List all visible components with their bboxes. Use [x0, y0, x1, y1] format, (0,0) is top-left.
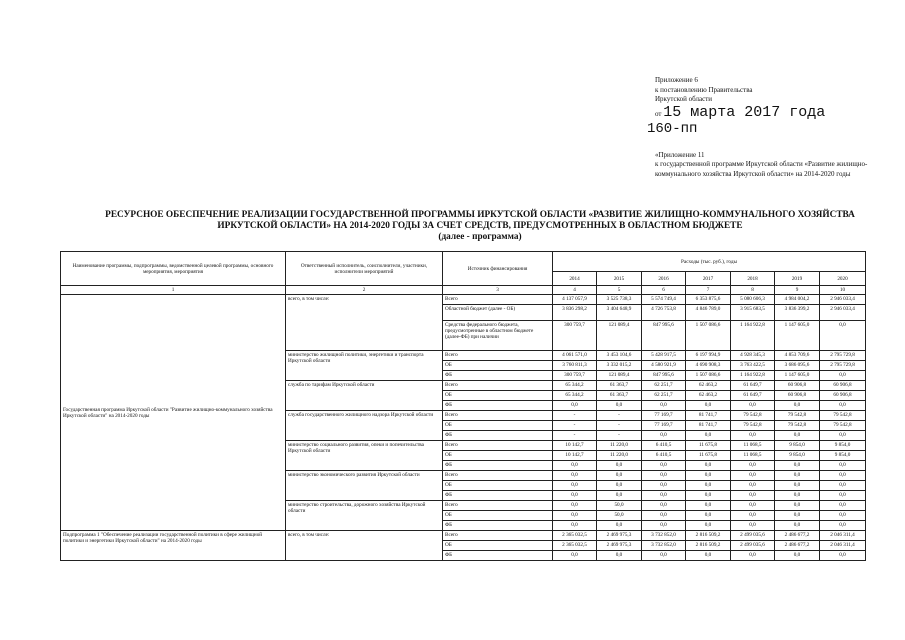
value-cell: 5 574 749,4 — [642, 295, 686, 305]
value-cell: - — [553, 411, 597, 421]
value-cell: 2 499 035,6 — [731, 541, 775, 551]
value-cell: 0,0 — [553, 401, 597, 411]
appendix-block — [647, 76, 895, 179]
value-cell: 2 946 033,4 — [820, 305, 866, 321]
value-cell: 3 732 852,0 — [642, 541, 686, 551]
value-cell: 79 542,8 — [731, 411, 775, 421]
value-cell: 0,0 — [642, 431, 686, 441]
value-cell: 4 580 921,9 — [642, 361, 686, 371]
value-cell: 0,0 — [553, 461, 597, 471]
title-line: РЕСУРСНОЕ ОБЕСПЕЧЕНИЕ РЕАЛИЗАЦИИ ГОСУДАРСТВЕННОЙ ПРОГРАММЫ ИРКУТСКОЙ ОБЛАСТИ «РАЗВИТИЕ ЖИЛИЩНО-КОММУНАЛЬНОГО ХОЗЯЙСТВА — [105, 210, 855, 220]
value-cell: 1 507 086,6 — [686, 371, 731, 381]
value-cell: 847 995,6 — [642, 321, 686, 351]
value-cell: 2 795 729,8 — [820, 351, 866, 361]
value-cell: - — [597, 411, 642, 421]
value-cell: 3 404 648,9 — [597, 305, 642, 321]
value-cell: 62 251,7 — [642, 381, 686, 391]
value-cell: 0,0 — [731, 551, 775, 561]
value-cell: 2 816 509,2 — [686, 531, 731, 541]
year-header: 2017 — [686, 272, 731, 286]
value-cell: 0,0 — [686, 491, 731, 501]
source-cell: Всего — [443, 441, 553, 451]
value-cell: 0,0 — [775, 521, 820, 531]
header-executor: Ответственный исполнитель, соисполнители, участники, исполнители мероприятий — [286, 252, 443, 286]
value-cell: 0,0 — [553, 471, 597, 481]
executor-cell: служба по тарифам Иркутской области — [286, 381, 443, 411]
value-cell: 5 080 606,3 — [731, 295, 775, 305]
value-cell: 0,0 — [553, 551, 597, 561]
value-cell: 11 220,0 — [597, 441, 642, 451]
value-cell: 9 854,0 — [820, 451, 866, 461]
executor-cell: министерство строительства, дорожного хозяйства Иркутской области — [286, 501, 443, 531]
value-cell: 65 344,2 — [553, 381, 597, 391]
column-number: 2 — [286, 286, 443, 295]
value-cell: 2 795 729,8 — [820, 361, 866, 371]
source-cell: Всего — [443, 351, 553, 361]
source-cell: ОБ — [443, 541, 553, 551]
value-cell: 79 542,8 — [731, 421, 775, 431]
value-cell: 0,0 — [686, 521, 731, 531]
value-cell: 3 686 095,6 — [775, 361, 820, 371]
value-cell: 6 410,5 — [642, 451, 686, 461]
header-source: Источник финансирования — [443, 252, 553, 286]
value-cell: 0,0 — [775, 551, 820, 561]
value-cell: 79 542,8 — [775, 421, 820, 431]
value-cell: 2 046 311,4 — [820, 531, 866, 541]
value-cell: 0,0 — [597, 471, 642, 481]
value-cell: 0,0 — [820, 511, 866, 521]
value-cell: 0,0 — [686, 471, 731, 481]
source-cell: ОБ — [443, 511, 553, 521]
column-number: 5 — [597, 286, 642, 295]
source-cell: Всего — [443, 501, 553, 511]
value-cell: 2 469 975,3 — [597, 531, 642, 541]
source-cell: ФБ — [443, 551, 553, 561]
value-cell: 0,0 — [820, 471, 866, 481]
value-cell: 60 906,8 — [820, 381, 866, 391]
value-cell: 0,0 — [775, 481, 820, 491]
column-number: 3 — [443, 286, 553, 295]
value-cell: 11 675,8 — [686, 441, 731, 451]
value-cell: 62 463,2 — [686, 391, 731, 401]
value-cell: 0,0 — [642, 551, 686, 561]
title-line: ИРКУТСКОЙ ОБЛАСТИ» НА 2014-2020 ГОДЫ ЗА СЧЕТ СРЕДСТВ, ПРЕДУСМОТРЕННЫХ В ОБЛАСТНОМ БЮДЖЕТЕ — [217, 221, 743, 231]
value-cell: 61 363,7 — [597, 391, 642, 401]
value-cell: 4 846 789,0 — [686, 305, 731, 321]
source-cell: ОБ — [443, 391, 553, 401]
appendix-line: Приложение 6 — [655, 76, 698, 84]
year-header: 2019 — [775, 272, 820, 286]
value-cell: 11 220,0 — [597, 451, 642, 461]
value-cell: 4 137 057,9 — [553, 295, 597, 305]
value-cell: 0,0 — [775, 491, 820, 501]
value-cell: 3 525 738,3 — [597, 295, 642, 305]
value-cell: 6 353 875,6 — [686, 295, 731, 305]
value-cell: 2 046 311,4 — [820, 541, 866, 551]
value-cell: 0,0 — [820, 491, 866, 501]
value-cell: 0,0 — [731, 461, 775, 471]
value-cell: 0,0 — [597, 481, 642, 491]
handwritten-date: 15 марта 2017 года — [663, 103, 826, 121]
value-cell: 3 332 015,2 — [597, 361, 642, 371]
value-cell: 1 164 922,8 — [731, 371, 775, 381]
value-cell: 0,0 — [775, 431, 820, 441]
column-number: 9 — [775, 286, 820, 295]
value-cell: 60 906,8 — [820, 391, 866, 401]
value-cell: 0,0 — [642, 481, 686, 491]
value-cell: 62 463,2 — [686, 381, 731, 391]
year-header: 2018 — [731, 272, 775, 286]
value-cell: 1 147 605,0 — [775, 371, 820, 381]
value-cell: 11 068,5 — [731, 451, 775, 461]
value-cell: 10 142,7 — [553, 441, 597, 451]
value-cell: 0,0 — [820, 481, 866, 491]
value-cell: 0,0 — [642, 511, 686, 521]
value-cell: 4 928 345,3 — [731, 351, 775, 361]
value-cell: 3 453 104,6 — [597, 351, 642, 361]
value-cell: 0,0 — [686, 501, 731, 511]
value-cell: 847 995,6 — [642, 371, 686, 381]
value-cell: 62 251,7 — [642, 391, 686, 401]
value-cell: 0,0 — [597, 401, 642, 411]
value-cell: 0,0 — [597, 551, 642, 561]
value-cell: 79 542,8 — [775, 411, 820, 421]
value-cell: - — [597, 421, 642, 431]
value-cell: 0,0 — [686, 551, 731, 561]
year-header: 2014 — [553, 272, 597, 286]
year-header: 2015 — [597, 272, 642, 286]
source-cell: Областной бюджет (далее - ОБ) — [443, 305, 553, 321]
column-number: 1 — [61, 286, 286, 295]
value-cell: 3 836 399,2 — [775, 305, 820, 321]
value-cell: 10 142,7 — [553, 451, 597, 461]
value-cell: 9 854,0 — [820, 441, 866, 451]
date-prefix: от — [655, 109, 662, 118]
column-number: 6 — [642, 286, 686, 295]
value-cell: 0,0 — [820, 521, 866, 531]
value-cell: 0,0 — [820, 321, 866, 351]
year-header: 2016 — [642, 272, 686, 286]
value-cell: 0,0 — [820, 551, 866, 561]
executor-cell: служба государственного жилищного надзора Иркутской области — [286, 411, 443, 441]
source-cell: ОБ — [443, 451, 553, 461]
source-cell: ФБ — [443, 431, 553, 441]
value-cell: 4 061 571,0 — [553, 351, 597, 361]
value-cell: 0,0 — [553, 491, 597, 501]
value-cell: 0,0 — [775, 511, 820, 521]
value-cell: 61 649,7 — [731, 381, 775, 391]
value-cell: 0,0 — [597, 461, 642, 471]
value-cell: 0,0 — [553, 511, 597, 521]
value-cell: 0,0 — [686, 461, 731, 471]
value-cell: 2 365 032,5 — [553, 541, 597, 551]
value-cell: 1 164 922,8 — [731, 321, 775, 351]
handwritten-number: 160-пп — [647, 120, 698, 137]
value-cell: 0,0 — [820, 461, 866, 471]
value-cell: 0,0 — [775, 401, 820, 411]
value-cell: 0,0 — [775, 501, 820, 511]
value-cell: 0,0 — [553, 521, 597, 531]
source-cell: ФБ — [443, 461, 553, 471]
value-cell: 0,0 — [731, 521, 775, 531]
value-cell: 0,0 — [597, 491, 642, 501]
value-cell: 0,0 — [642, 521, 686, 531]
value-cell: 0,0 — [820, 371, 866, 381]
value-cell: 0,0 — [642, 471, 686, 481]
value-cell: 0,0 — [731, 511, 775, 521]
source-cell: Всего — [443, 381, 553, 391]
value-cell: 3 763 422,5 — [731, 361, 775, 371]
table-row — [61, 531, 866, 541]
value-cell: 2 499 035,6 — [731, 531, 775, 541]
value-cell: 300 759,7 — [553, 321, 597, 351]
subprogram-name-cell: Подпрограмма 1 "Обеспечение реализации государственной политики в сфере жилищной политики и энергетики Иркутской области" на 2014-2020 годы — [61, 531, 286, 561]
value-cell: 4 690 908,3 — [686, 361, 731, 371]
source-cell: Всего — [443, 531, 553, 541]
source-cell: ФБ — [443, 521, 553, 531]
value-cell: 0,0 — [731, 471, 775, 481]
value-cell: 121 089,4 — [597, 371, 642, 381]
appendix-date — [655, 105, 895, 121]
value-cell: 4 853 709,6 — [775, 351, 820, 361]
value-cell: - — [597, 431, 642, 441]
value-cell: 0,0 — [686, 401, 731, 411]
value-cell: 0,0 — [642, 461, 686, 471]
value-cell: 2 946 033,4 — [820, 295, 866, 305]
source-cell: Средства федерального бюджета, предусмотренные в областном бюджете (далее-ФБ) при наличии — [443, 321, 553, 351]
source-cell: Всего — [443, 471, 553, 481]
value-cell: 3 915 683,5 — [731, 305, 775, 321]
value-cell: 9 854,0 — [775, 441, 820, 451]
appendix-line: к государственной программе Иркутской области «Развитие жилищно-коммунального хозяйства Иркутской области» на 2014-2020 годы — [655, 160, 868, 178]
value-cell: 0,0 — [820, 401, 866, 411]
header-expenses: Расходы (тыс. руб.), годы — [553, 252, 866, 272]
value-cell: 61 649,7 — [731, 391, 775, 401]
value-cell: 121 089,4 — [597, 321, 642, 351]
value-cell: 0,0 — [731, 491, 775, 501]
source-cell: Всего — [443, 411, 553, 421]
source-cell: ФБ — [443, 401, 553, 411]
source-cell: ФБ — [443, 371, 553, 381]
value-cell: 77 169,7 — [642, 421, 686, 431]
value-cell: 77 169,7 — [642, 411, 686, 421]
value-cell: - — [553, 431, 597, 441]
value-cell: 0,0 — [775, 461, 820, 471]
value-cell: 65 344,2 — [553, 391, 597, 401]
value-cell: 6 197 994,9 — [686, 351, 731, 361]
value-cell: 79 542,8 — [820, 411, 866, 421]
executor-cell: министерство экономического развития Иркутской области — [286, 471, 443, 501]
column-number: 8 — [731, 286, 775, 295]
executor-cell: всего, в том числе: — [286, 531, 443, 561]
value-cell: 2 486 677,2 — [775, 531, 820, 541]
value-cell: 6 410,5 — [642, 441, 686, 451]
value-cell: 0,0 — [686, 481, 731, 491]
source-cell: ОБ — [443, 481, 553, 491]
value-cell: 0,0 — [686, 511, 731, 521]
value-cell: 1 147 605,0 — [775, 321, 820, 351]
value-cell: 4 726 753,8 — [642, 305, 686, 321]
source-cell: ФБ — [443, 491, 553, 501]
value-cell: 2 365 032,5 — [553, 531, 597, 541]
value-cell: 4 984 004,2 — [775, 295, 820, 305]
value-cell: 81 741,7 — [686, 421, 731, 431]
column-number: 4 — [553, 286, 597, 295]
executor-cell: всего, в том числе: — [286, 295, 443, 351]
source-cell: Всего — [443, 295, 553, 305]
document-title — [60, 210, 900, 243]
value-cell: 2 486 677,2 — [775, 541, 820, 551]
appendix-line: «Приложение 11 — [655, 150, 705, 159]
value-cell: 11 675,8 — [686, 451, 731, 461]
value-cell: 0,0 — [686, 431, 731, 441]
value-cell: 3 836 298,2 — [553, 305, 597, 321]
value-cell: 0,0 — [731, 401, 775, 411]
value-cell: 50,0 — [597, 501, 642, 511]
value-cell: 5 428 917,5 — [642, 351, 686, 361]
value-cell: 0,0 — [820, 431, 866, 441]
source-cell: ОБ — [443, 361, 553, 371]
value-cell: 3 732 852,0 — [642, 531, 686, 541]
value-cell: 50,0 — [597, 511, 642, 521]
value-cell: 0,0 — [820, 501, 866, 511]
header-name: Наименование программы, подпрограммы, ведомственной целевой программы, основного мероприятия, мероприятия — [61, 252, 286, 286]
value-cell: 0,0 — [553, 481, 597, 491]
column-number: 10 — [820, 286, 866, 295]
executor-cell: министерство социального развития, опеки и попечительства Иркутской области — [286, 441, 443, 471]
column-number: 7 — [686, 286, 731, 295]
executor-cell: министерство жилищной политики, энергетики и транспорта Иркутской области — [286, 351, 443, 381]
value-cell: 2 469 975,3 — [597, 541, 642, 551]
year-header: 2020 — [820, 272, 866, 286]
value-cell: 0,0 — [642, 501, 686, 511]
value-cell: 61 363,7 — [597, 381, 642, 391]
title-line: (далее - программа) — [438, 232, 522, 242]
value-cell: - — [553, 421, 597, 431]
value-cell: 0,0 — [553, 501, 597, 511]
value-cell: 300 759,7 — [553, 371, 597, 381]
value-cell: 79 542,8 — [820, 421, 866, 431]
value-cell: 0,0 — [775, 471, 820, 481]
program-name-cell: Государственная программа Иркутской области "Развитие жилищно-коммунального хозяйства Иркутской области" на 2014-2020 годы — [61, 295, 286, 531]
value-cell: 9 854,0 — [775, 451, 820, 461]
value-cell: 0,0 — [597, 521, 642, 531]
resource-table — [60, 251, 866, 561]
value-cell: 0,0 — [731, 501, 775, 511]
value-cell: 1 507 086,6 — [686, 321, 731, 351]
appendix-line: к постановлению Правительства — [655, 85, 753, 94]
value-cell: 0,0 — [642, 491, 686, 501]
source-cell: ОБ — [443, 421, 553, 431]
value-cell: 60 906,8 — [775, 381, 820, 391]
value-cell: 2 816 509,2 — [686, 541, 731, 551]
value-cell: 11 068,5 — [731, 441, 775, 451]
value-cell: 0,0 — [731, 481, 775, 491]
value-cell: 0,0 — [731, 431, 775, 441]
table-row — [61, 295, 866, 305]
value-cell: 3 760 811,3 — [553, 361, 597, 371]
value-cell: 81 741,7 — [686, 411, 731, 421]
value-cell: 0,0 — [642, 401, 686, 411]
appendix-line: Иркутской области — [655, 95, 713, 103]
value-cell: 60 906,8 — [775, 391, 820, 401]
